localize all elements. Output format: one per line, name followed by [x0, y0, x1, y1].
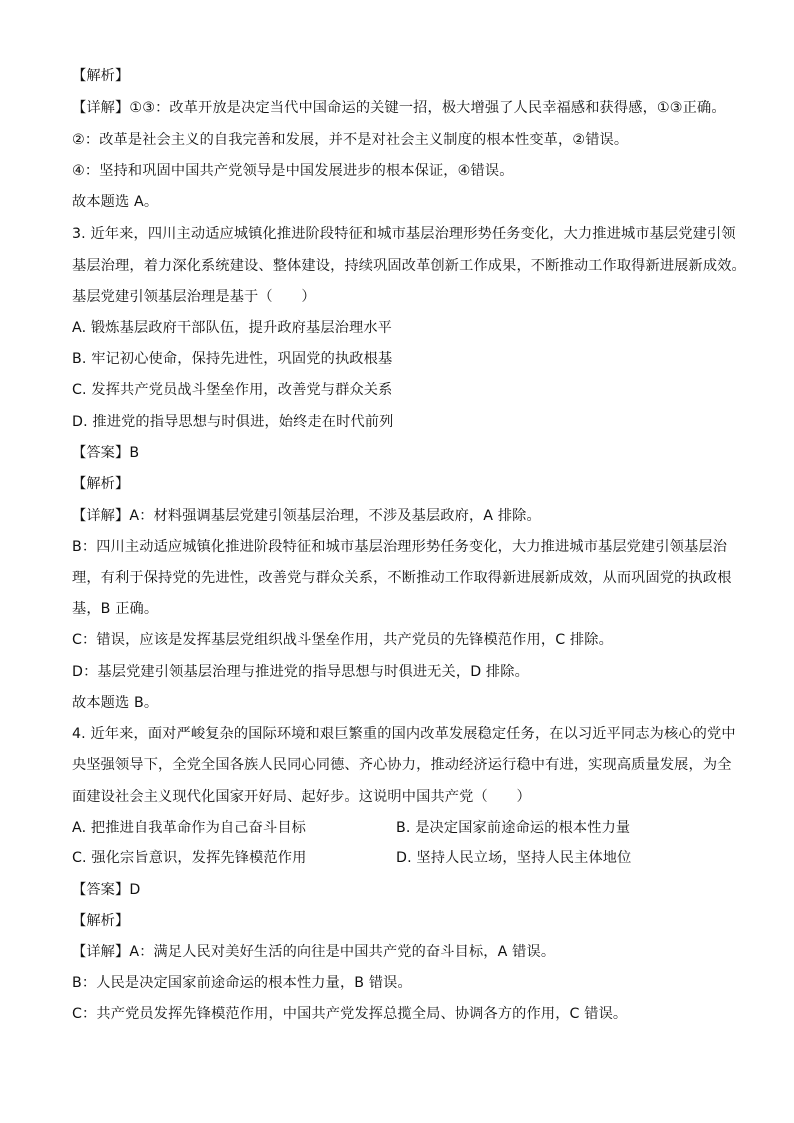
- conclusion-line: 故本题选 B。: [72, 695, 159, 711]
- question-3-option-b: B. 牢记初心使命，保持先进性，巩固党的执政根基: [72, 351, 393, 367]
- question-4-option-a: A. 把推进自我革命作为自己奋斗目标: [72, 820, 306, 836]
- question-3-stem: 基层治理，着力深化系统建设、整体建设，持续巩固改革创新工作成果，不断推动工作取得新进展新成效。: [72, 258, 746, 274]
- question-4-stem: 4. 近年来，面对严峻复杂的国际环境和艰巨繁重的国内改革发展稳定任务，在以习近平同志为核心的党中: [72, 726, 736, 742]
- explanation-line: ④：坚持和巩固中国共产党领导是中国发展进步的根本保证，④错误。: [72, 163, 514, 179]
- explanation-line: B：四川主动适应城镇化推进阶段特征和城市基层治理形势任务变化，大力推进城市基层党建引领基层治: [72, 539, 728, 555]
- question-4-option-c: C. 强化宗旨意识，发挥先锋模范作用: [72, 850, 307, 866]
- question-4-stem: 央坚强领导下，全党全国各族人民同心同德、齐心协力，推动经济运行稳中有进，实现高质量发展，为全: [72, 757, 732, 773]
- explanation-line: 【详解】①③：改革开放是决定当代中国命运的关键一招，极大增强了人民幸福感和获得感，①③正确。: [72, 100, 726, 116]
- explanation-line: 理，有利于保持党的先进性，改善党与群众关系，不断推动工作取得新进展新成效，从而巩固党的执政根: [72, 570, 732, 586]
- question-4-stem: 面建设社会主义现代化国家开好局、起好步。这说明中国共产党（ ）: [72, 789, 531, 805]
- answer-line: 【答案】D: [72, 882, 141, 898]
- explanation-line: ②：改革是社会主义的自我完善和发展，并不是对社会主义制度的根本性变革，②错误。: [72, 132, 629, 148]
- answer-line: 【答案】B: [72, 445, 140, 461]
- explanation-line: B：人民是决定国家前途命运的根本性力量，B 错误。: [72, 975, 412, 991]
- question-3-option-d: D. 推进党的指导思想与时俱进，始终走在时代前列: [72, 414, 394, 430]
- question-3-stem: 3. 近年来，四川主动适应城镇化推进阶段特征和城市基层治理形势任务变化，大力推进城市基层党建引领: [72, 226, 736, 242]
- analysis-heading: 【解析】: [72, 68, 130, 84]
- analysis-heading: 【解析】: [72, 476, 130, 492]
- question-3-stem: 基层党建引领基层治理是基于（ ）: [72, 289, 316, 305]
- explanation-line: 【详解】A：满足人民对美好生活的向往是中国共产党的奋斗目标，A 错误。: [72, 944, 556, 960]
- analysis-heading: 【解析】: [72, 913, 130, 929]
- question-3-option-a: A. 锻炼基层政府干部队伍，提升政府基层治理水平: [72, 320, 393, 336]
- explanation-line: 基，B 正确。: [72, 601, 159, 617]
- explanation-line: C：共产党员发挥先锋模范作用，中国共产党发挥总揽全局、协调各方的作用，C 错误。: [72, 1006, 628, 1022]
- question-3-option-c: C. 发挥共产党员战斗堡垒作用，改善党与群众关系: [72, 382, 393, 398]
- conclusion-line: 故本题选 A。: [72, 194, 159, 210]
- explanation-line: C：错误，应该是发挥基层党组织战斗堡垒作用，共产党员的先锋模范作用，C 排除。: [72, 632, 613, 648]
- question-4-option-b: B. 是决定国家前途命运的根本性力量: [396, 820, 631, 836]
- explanation-line: D：基层党建引领基层治理与推进党的指导思想与时俱进无关，D 排除。: [72, 664, 529, 680]
- question-4-option-d: D. 坚持人民立场，坚持人民主体地位: [396, 850, 632, 866]
- explanation-line: 【详解】A：材料强调基层党建引领基层治理，不涉及基层政府，A 排除。: [72, 508, 541, 524]
